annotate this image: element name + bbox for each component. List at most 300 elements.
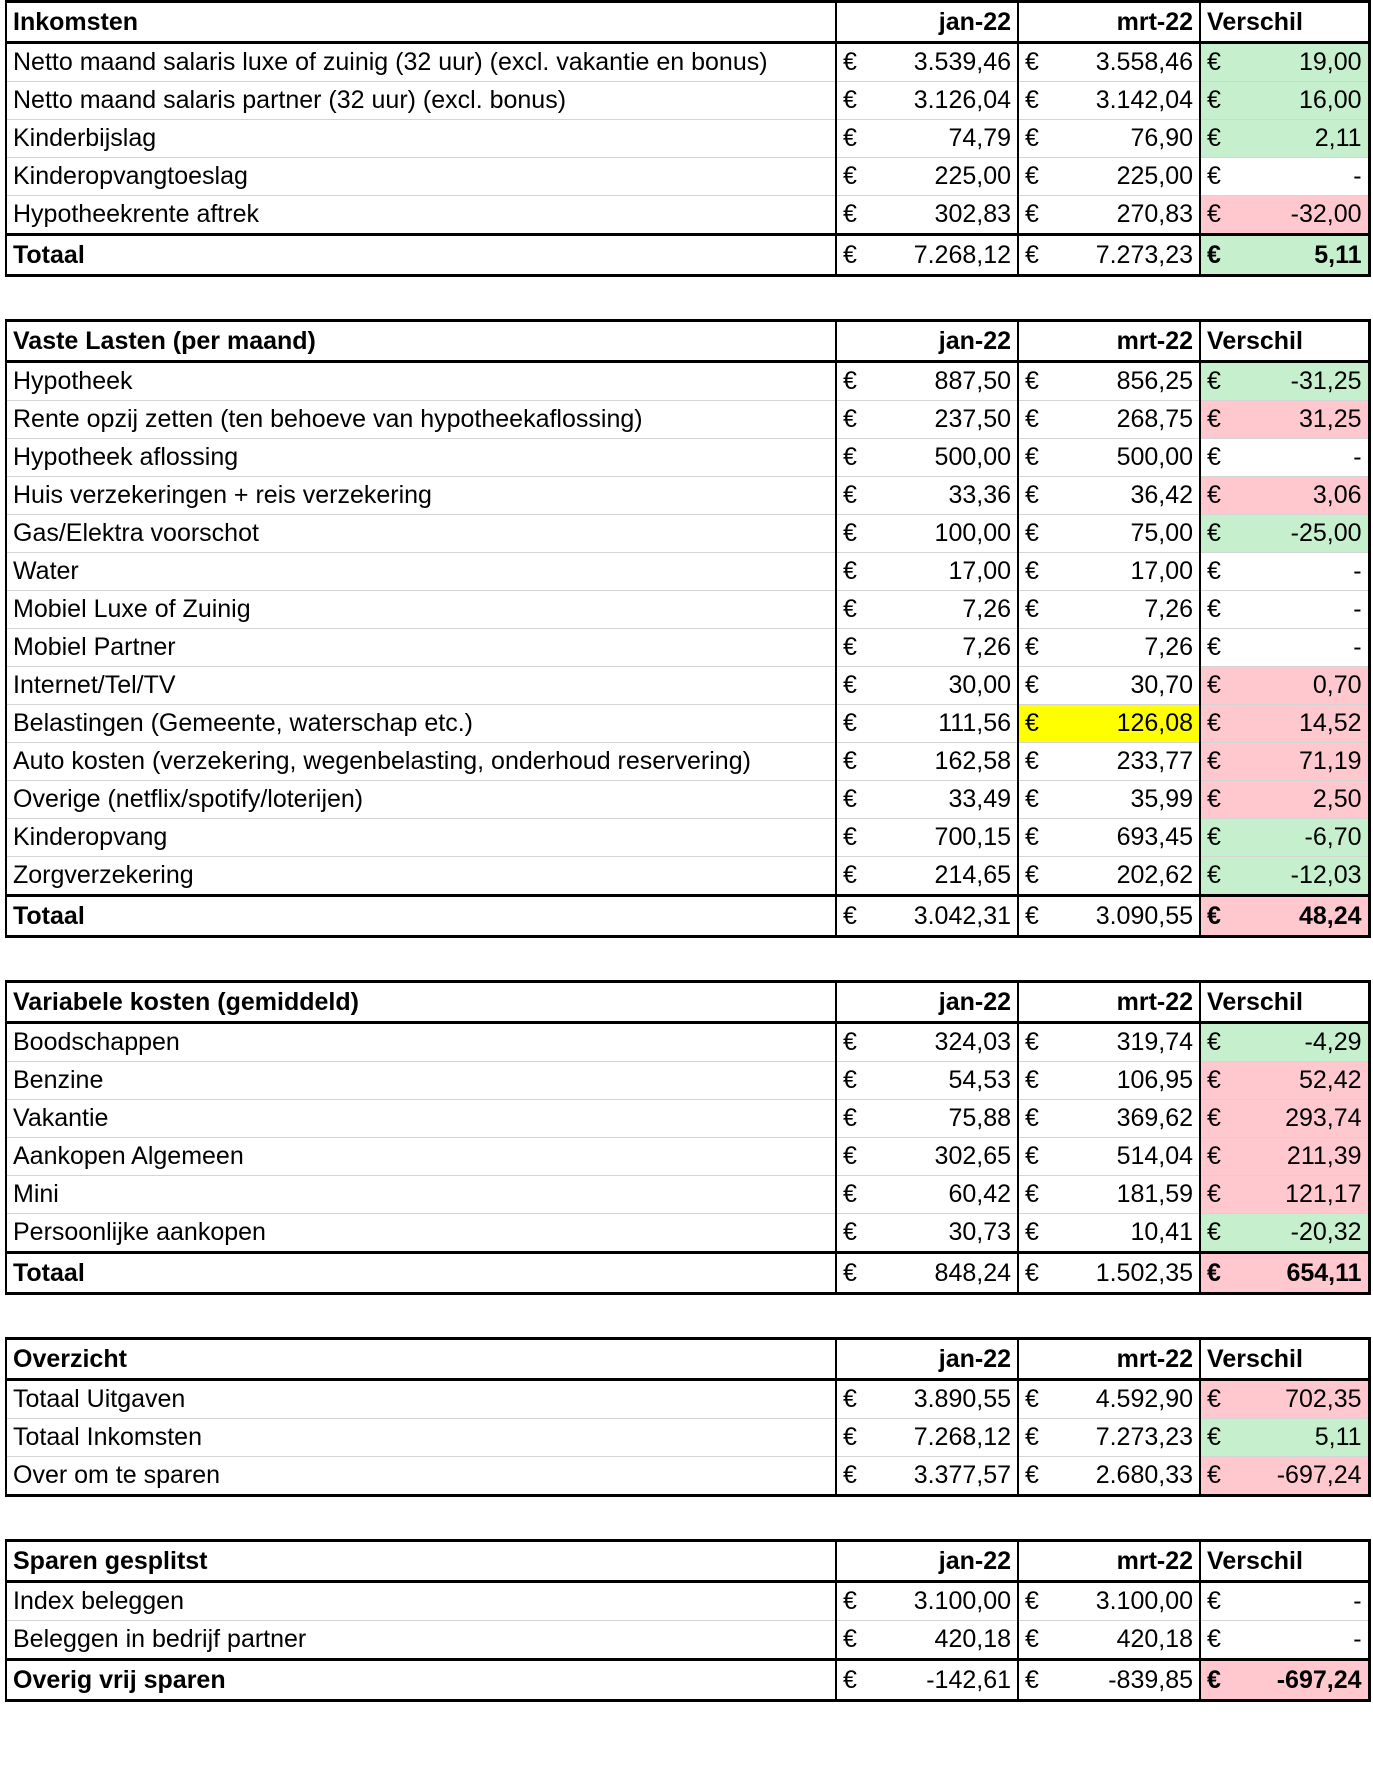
currency-symbol: €	[836, 477, 874, 515]
section-table	[5, 1337, 1371, 1497]
row-label: Auto kosten (verzekering, wegenbelasting, onderhoud reservering)	[6, 743, 836, 781]
value-month2: 7.273,23	[1056, 235, 1200, 276]
table-row	[6, 158, 1369, 196]
currency-symbol: €	[836, 781, 874, 819]
currency-symbol: €	[836, 553, 874, 591]
difference-value: 5,11	[1238, 1419, 1369, 1457]
currency-symbol: €	[1018, 1253, 1056, 1294]
table-row	[6, 120, 1369, 158]
value-month2: 4.592,90	[1056, 1380, 1200, 1419]
value-month1: 7,26	[874, 591, 1018, 629]
difference-value: -	[1238, 629, 1369, 667]
currency-symbol: €	[1200, 158, 1238, 196]
currency-symbol: €	[1018, 857, 1056, 896]
value-month2: 30,70	[1056, 667, 1200, 705]
difference-value: 121,17	[1238, 1176, 1369, 1214]
row-label: Aankopen Algemeen	[6, 1138, 836, 1176]
currency-symbol: €	[836, 196, 874, 235]
section-table	[5, 319, 1371, 938]
currency-symbol: €	[836, 1176, 874, 1214]
value-month2: 856,25	[1056, 362, 1200, 401]
currency-symbol: €	[1200, 591, 1238, 629]
row-label: Belastingen (Gemeente, waterschap etc.)	[6, 705, 836, 743]
row-label: Overige (netflix/spotify/loterijen)	[6, 781, 836, 819]
total-row	[6, 1253, 1369, 1294]
currency-symbol: €	[836, 1062, 874, 1100]
value-month1: 75,88	[874, 1100, 1018, 1138]
currency-symbol: €	[836, 158, 874, 196]
row-label: Boodschappen	[6, 1023, 836, 1062]
table-row	[6, 401, 1369, 439]
value-month2: 2.680,33	[1056, 1457, 1200, 1496]
value-month2: 76,90	[1056, 120, 1200, 158]
section-spacer	[5, 1497, 1368, 1539]
value-month2: 17,00	[1056, 553, 1200, 591]
currency-symbol: €	[1018, 1457, 1056, 1496]
total-row	[6, 235, 1369, 276]
section-table	[5, 0, 1371, 277]
section-table	[5, 1539, 1371, 1702]
currency-symbol: €	[1200, 857, 1238, 896]
section-title: Variabele kosten (gemiddeld)	[6, 982, 836, 1023]
currency-symbol: €	[1018, 629, 1056, 667]
month1-header: jan-22	[836, 2, 1018, 43]
row-label: Mini	[6, 1176, 836, 1214]
currency-symbol: €	[1018, 1100, 1056, 1138]
currency-symbol: €	[1018, 1138, 1056, 1176]
section-header-row	[6, 1339, 1369, 1380]
table-row	[6, 629, 1369, 667]
currency-symbol: €	[836, 1214, 874, 1253]
row-label: Mobiel Partner	[6, 629, 836, 667]
currency-symbol: €	[1200, 196, 1238, 235]
row-label: Persoonlijke aankopen	[6, 1214, 836, 1253]
table-row	[6, 362, 1369, 401]
value-month2: 3.090,55	[1056, 896, 1200, 937]
section-header-row	[6, 321, 1369, 362]
difference-value: 71,19	[1238, 743, 1369, 781]
table-row	[6, 43, 1369, 82]
table-row	[6, 1457, 1369, 1496]
difference-value: 3,06	[1238, 477, 1369, 515]
table-row	[6, 857, 1369, 896]
difference-value: 48,24	[1238, 896, 1369, 937]
table-row	[6, 553, 1369, 591]
difference-value: 0,70	[1238, 667, 1369, 705]
total-row	[6, 896, 1369, 937]
budget-spreadsheet	[5, 0, 1368, 1702]
value-month2: 270,83	[1056, 196, 1200, 235]
value-month2: 233,77	[1056, 743, 1200, 781]
row-label: Internet/Tel/TV	[6, 667, 836, 705]
currency-symbol: €	[1200, 120, 1238, 158]
currency-symbol: €	[1018, 477, 1056, 515]
difference-value: 2,50	[1238, 781, 1369, 819]
currency-symbol: €	[836, 515, 874, 553]
currency-symbol: €	[1018, 235, 1056, 276]
currency-symbol: €	[836, 1380, 874, 1419]
currency-symbol: €	[1018, 158, 1056, 196]
currency-symbol: €	[836, 235, 874, 276]
difference-value: 211,39	[1238, 1138, 1369, 1176]
value-month1: 3.890,55	[874, 1380, 1018, 1419]
currency-symbol: €	[836, 1660, 874, 1701]
currency-symbol: €	[1200, 1062, 1238, 1100]
row-label: Hypotheek	[6, 362, 836, 401]
difference-value: -	[1238, 591, 1369, 629]
value-month2: 202,62	[1056, 857, 1200, 896]
row-label: Water	[6, 553, 836, 591]
currency-symbol: €	[1018, 896, 1056, 937]
value-month2: -839,85	[1056, 1660, 1200, 1701]
difference-value: -32,00	[1238, 196, 1369, 235]
section-table	[5, 980, 1371, 1295]
value-month1: 111,56	[874, 705, 1018, 743]
table-row	[6, 82, 1369, 120]
difference-value: 31,25	[1238, 401, 1369, 439]
currency-symbol: €	[836, 1100, 874, 1138]
value-month2: 693,45	[1056, 819, 1200, 857]
value-month2: 75,00	[1056, 515, 1200, 553]
currency-symbol: €	[1018, 553, 1056, 591]
currency-symbol: €	[836, 1457, 874, 1496]
table-row	[6, 1419, 1369, 1457]
currency-symbol: €	[1200, 743, 1238, 781]
row-label: Over om te sparen	[6, 1457, 836, 1496]
currency-symbol: €	[1018, 1380, 1056, 1419]
currency-symbol: €	[1200, 781, 1238, 819]
currency-symbol: €	[1200, 401, 1238, 439]
value-month1: 33,36	[874, 477, 1018, 515]
section-spacer	[5, 277, 1368, 319]
currency-symbol: €	[1200, 43, 1238, 82]
currency-symbol: €	[1018, 1176, 1056, 1214]
table-row	[6, 1176, 1369, 1214]
currency-symbol: €	[1200, 1660, 1238, 1701]
section-title: Vaste Lasten (per maand)	[6, 321, 836, 362]
month1-header: jan-22	[836, 1339, 1018, 1380]
value-month2: 500,00	[1056, 439, 1200, 477]
difference-value: -20,32	[1238, 1214, 1369, 1253]
currency-symbol: €	[836, 591, 874, 629]
value-month1: 225,00	[874, 158, 1018, 196]
table-row	[6, 705, 1369, 743]
currency-symbol: €	[1200, 1457, 1238, 1496]
value-month1: 420,18	[874, 1621, 1018, 1660]
currency-symbol: €	[836, 1023, 874, 1062]
currency-symbol: €	[836, 120, 874, 158]
value-month2: 7,26	[1056, 629, 1200, 667]
currency-symbol: €	[1018, 819, 1056, 857]
currency-symbol: €	[836, 82, 874, 120]
month2-header: mrt-22	[1018, 321, 1200, 362]
currency-symbol: €	[1200, 235, 1238, 276]
section-spacer	[5, 938, 1368, 980]
row-label: Gas/Elektra voorschot	[6, 515, 836, 553]
month2-header: mrt-22	[1018, 1541, 1200, 1582]
difference-value: 19,00	[1238, 43, 1369, 82]
currency-symbol: €	[836, 439, 874, 477]
currency-symbol: €	[1200, 1582, 1238, 1621]
difference-value: -	[1238, 439, 1369, 477]
value-month2: 319,74	[1056, 1023, 1200, 1062]
row-label: Hypotheekrente aftrek	[6, 196, 836, 235]
value-month1: 30,73	[874, 1214, 1018, 1253]
value-month1: 100,00	[874, 515, 1018, 553]
month2-header: mrt-22	[1018, 1339, 1200, 1380]
currency-symbol: €	[1200, 1380, 1238, 1419]
currency-symbol: €	[1200, 667, 1238, 705]
currency-symbol: €	[1200, 439, 1238, 477]
table-row	[6, 1138, 1369, 1176]
table-row	[6, 477, 1369, 515]
value-month1: 3.126,04	[874, 82, 1018, 120]
row-label: Beleggen in bedrijf partner	[6, 1621, 836, 1660]
difference-value: 2,11	[1238, 120, 1369, 158]
row-label: Netto maand salaris partner (32 uur) (excl. bonus)	[6, 82, 836, 120]
month1-header: jan-22	[836, 321, 1018, 362]
currency-symbol: €	[1018, 120, 1056, 158]
value-month1: 214,65	[874, 857, 1018, 896]
currency-symbol: €	[1018, 705, 1056, 743]
difference-value: 14,52	[1238, 705, 1369, 743]
currency-symbol: €	[1018, 781, 1056, 819]
row-label: Kinderopvangtoeslag	[6, 158, 836, 196]
table-row	[6, 439, 1369, 477]
currency-symbol: €	[1200, 1138, 1238, 1176]
difference-value: -25,00	[1238, 515, 1369, 553]
difference-value: -6,70	[1238, 819, 1369, 857]
currency-symbol: €	[1200, 705, 1238, 743]
value-month1: 302,65	[874, 1138, 1018, 1176]
diff-header: Verschil	[1200, 982, 1369, 1023]
difference-value: 654,11	[1238, 1253, 1369, 1294]
value-month1: 60,42	[874, 1176, 1018, 1214]
currency-symbol: €	[1200, 477, 1238, 515]
value-month1: 302,83	[874, 196, 1018, 235]
difference-value: -	[1238, 1621, 1369, 1660]
table-row	[6, 196, 1369, 235]
currency-symbol: €	[1018, 439, 1056, 477]
table-row	[6, 1380, 1369, 1419]
section-title: Overzicht	[6, 1339, 836, 1380]
currency-symbol: €	[1200, 82, 1238, 120]
value-month1: 3.100,00	[874, 1582, 1018, 1621]
section-title: Inkomsten	[6, 2, 836, 43]
value-month1: 17,00	[874, 553, 1018, 591]
value-month1: 7.268,12	[874, 1419, 1018, 1457]
currency-symbol: €	[836, 857, 874, 896]
value-month1: 848,24	[874, 1253, 1018, 1294]
total-row	[6, 1660, 1369, 1701]
currency-symbol: €	[836, 743, 874, 781]
row-label: Zorgverzekering	[6, 857, 836, 896]
row-label: Overig vrij sparen	[6, 1660, 836, 1701]
row-label: Totaal Uitgaven	[6, 1380, 836, 1419]
currency-symbol: €	[1018, 401, 1056, 439]
value-month2: 1.502,35	[1056, 1253, 1200, 1294]
currency-symbol: €	[836, 629, 874, 667]
row-label: Mobiel Luxe of Zuinig	[6, 591, 836, 629]
value-month1: 74,79	[874, 120, 1018, 158]
currency-symbol: €	[1200, 629, 1238, 667]
currency-symbol: €	[1018, 1660, 1056, 1701]
difference-value: 52,42	[1238, 1062, 1369, 1100]
currency-symbol: €	[836, 819, 874, 857]
table-row	[6, 743, 1369, 781]
row-label: Totaal	[6, 235, 836, 276]
row-label: Totaal	[6, 1253, 836, 1294]
value-month2: 3.100,00	[1056, 1582, 1200, 1621]
currency-symbol: €	[836, 705, 874, 743]
difference-value: -697,24	[1238, 1660, 1369, 1701]
row-label: Vakantie	[6, 1100, 836, 1138]
currency-symbol: €	[836, 1582, 874, 1621]
diff-header: Verschil	[1200, 1339, 1369, 1380]
value-month2: 225,00	[1056, 158, 1200, 196]
currency-symbol: €	[1018, 196, 1056, 235]
currency-symbol: €	[836, 362, 874, 401]
row-label: Hypotheek aflossing	[6, 439, 836, 477]
value-month2: 3.142,04	[1056, 82, 1200, 120]
currency-symbol: €	[1018, 1062, 1056, 1100]
row-label: Totaal Inkomsten	[6, 1419, 836, 1457]
currency-symbol: €	[836, 1138, 874, 1176]
table-row	[6, 1621, 1369, 1660]
table-row	[6, 1214, 1369, 1253]
value-month1: 3.377,57	[874, 1457, 1018, 1496]
currency-symbol: €	[1018, 743, 1056, 781]
value-month2: 420,18	[1056, 1621, 1200, 1660]
currency-symbol: €	[1018, 515, 1056, 553]
currency-symbol: €	[836, 1419, 874, 1457]
currency-symbol: €	[836, 43, 874, 82]
table-row	[6, 667, 1369, 705]
currency-symbol: €	[1018, 1214, 1056, 1253]
section-header-row	[6, 982, 1369, 1023]
row-label: Benzine	[6, 1062, 836, 1100]
row-label: Kinderbijslag	[6, 120, 836, 158]
difference-value: -	[1238, 158, 1369, 196]
currency-symbol: €	[1200, 1214, 1238, 1253]
value-month1: 3.042,31	[874, 896, 1018, 937]
currency-symbol: €	[1200, 896, 1238, 937]
table-row	[6, 1023, 1369, 1062]
value-month1: 33,49	[874, 781, 1018, 819]
month2-header: mrt-22	[1018, 2, 1200, 43]
row-label: Kinderopvang	[6, 819, 836, 857]
value-month2: 369,62	[1056, 1100, 1200, 1138]
table-row	[6, 819, 1369, 857]
difference-value: 16,00	[1238, 82, 1369, 120]
currency-symbol: €	[1018, 667, 1056, 705]
table-row	[6, 591, 1369, 629]
row-label: Huis verzekeringen + reis verzekering	[6, 477, 836, 515]
value-month1: 7,26	[874, 629, 1018, 667]
table-row	[6, 515, 1369, 553]
month2-header: mrt-22	[1018, 982, 1200, 1023]
value-month2: 36,42	[1056, 477, 1200, 515]
currency-symbol: €	[1200, 1176, 1238, 1214]
section-spacer	[5, 1295, 1368, 1337]
value-month1: 324,03	[874, 1023, 1018, 1062]
value-month2: 3.558,46	[1056, 43, 1200, 82]
value-month1: 54,53	[874, 1062, 1018, 1100]
row-label: Netto maand salaris luxe of zuinig (32 uur) (excl. vakantie en bonus)	[6, 43, 836, 82]
value-month1: 700,15	[874, 819, 1018, 857]
value-month1: 162,58	[874, 743, 1018, 781]
currency-symbol: €	[1200, 819, 1238, 857]
diff-header: Verschil	[1200, 2, 1369, 43]
value-month1: 887,50	[874, 362, 1018, 401]
section-header-row	[6, 1541, 1369, 1582]
currency-symbol: €	[1018, 43, 1056, 82]
difference-value: 293,74	[1238, 1100, 1369, 1138]
currency-symbol: €	[1200, 1253, 1238, 1294]
value-month2: 514,04	[1056, 1138, 1200, 1176]
difference-value: -12,03	[1238, 857, 1369, 896]
difference-value: -4,29	[1238, 1023, 1369, 1062]
value-month1: 3.539,46	[874, 43, 1018, 82]
currency-symbol: €	[836, 896, 874, 937]
table-row	[6, 1100, 1369, 1138]
difference-value: 702,35	[1238, 1380, 1369, 1419]
currency-symbol: €	[1200, 1100, 1238, 1138]
currency-symbol: €	[1200, 1023, 1238, 1062]
currency-symbol: €	[1018, 1621, 1056, 1660]
month1-header: jan-22	[836, 982, 1018, 1023]
value-month1: 237,50	[874, 401, 1018, 439]
value-month2: 7,26	[1056, 591, 1200, 629]
currency-symbol: €	[836, 667, 874, 705]
difference-value: -	[1238, 553, 1369, 591]
currency-symbol: €	[1018, 82, 1056, 120]
value-month1: 500,00	[874, 439, 1018, 477]
table-row	[6, 1062, 1369, 1100]
currency-symbol: €	[836, 401, 874, 439]
row-label: Index beleggen	[6, 1582, 836, 1621]
currency-symbol: €	[1018, 1582, 1056, 1621]
currency-symbol: €	[836, 1253, 874, 1294]
row-label: Totaal	[6, 896, 836, 937]
diff-header: Verschil	[1200, 321, 1369, 362]
currency-symbol: €	[836, 1621, 874, 1660]
currency-symbol: €	[1200, 362, 1238, 401]
difference-value: -31,25	[1238, 362, 1369, 401]
currency-symbol: €	[1018, 1419, 1056, 1457]
value-month2: 35,99	[1056, 781, 1200, 819]
currency-symbol: €	[1200, 515, 1238, 553]
currency-symbol: €	[1018, 1023, 1056, 1062]
currency-symbol: €	[1200, 553, 1238, 591]
section-header-row	[6, 2, 1369, 43]
value-month1: 30,00	[874, 667, 1018, 705]
value-month2: 106,95	[1056, 1062, 1200, 1100]
difference-value: -697,24	[1238, 1457, 1369, 1496]
currency-symbol: €	[1018, 362, 1056, 401]
table-row	[6, 1582, 1369, 1621]
value-month2: 126,08	[1056, 705, 1200, 743]
value-month2: 181,59	[1056, 1176, 1200, 1214]
value-month2: 10,41	[1056, 1214, 1200, 1253]
difference-value: 5,11	[1238, 235, 1369, 276]
value-month1: -142,61	[874, 1660, 1018, 1701]
currency-symbol: €	[1200, 1621, 1238, 1660]
table-row	[6, 781, 1369, 819]
month1-header: jan-22	[836, 1541, 1018, 1582]
currency-symbol: €	[1200, 1419, 1238, 1457]
value-month2: 7.273,23	[1056, 1419, 1200, 1457]
